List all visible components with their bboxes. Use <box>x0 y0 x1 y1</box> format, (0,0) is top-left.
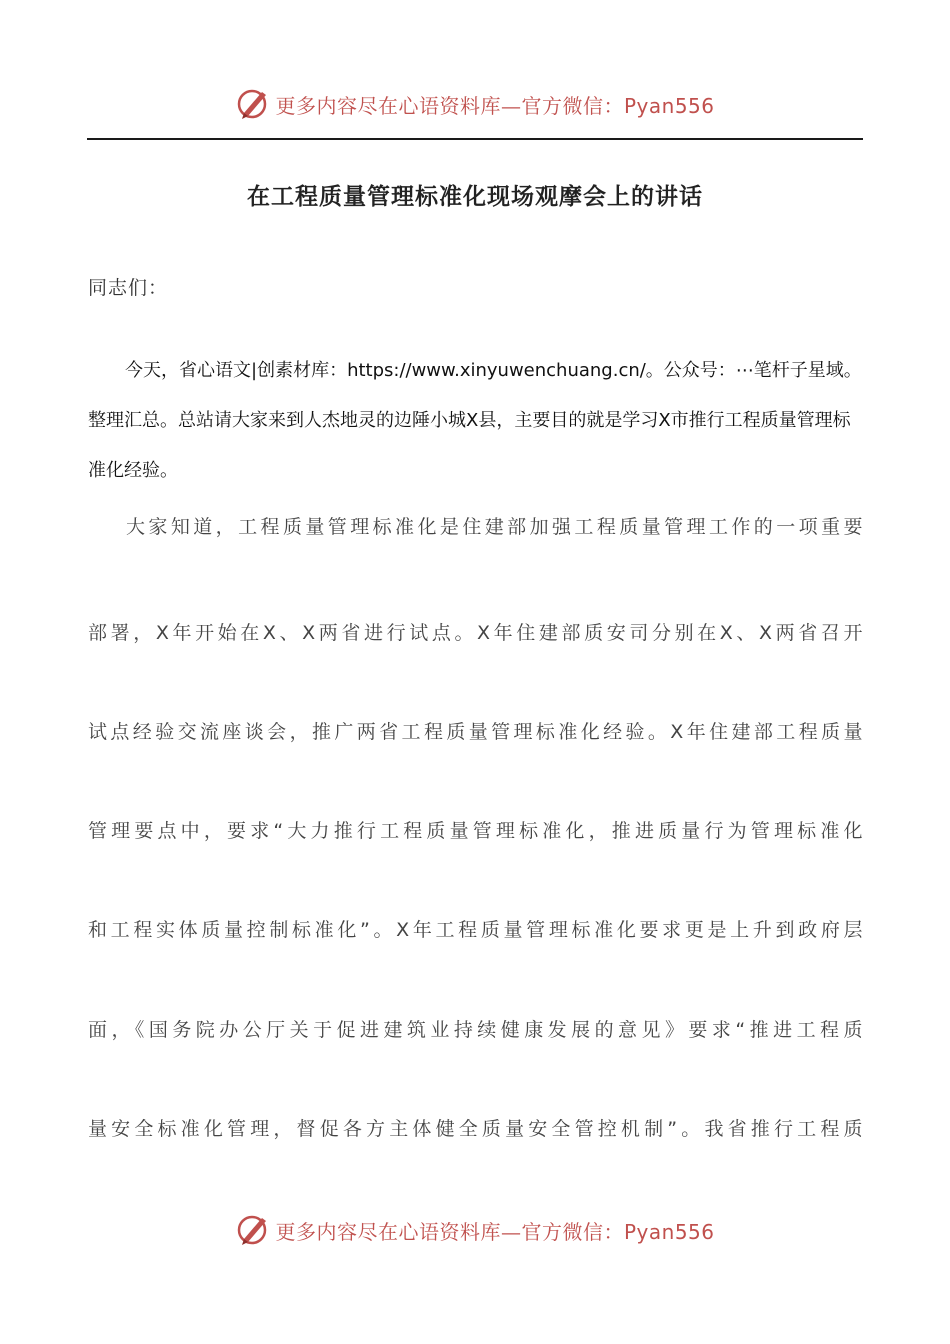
paragraph-2-line: 试点经验交流座谈会，推广两省工程质量管理标准化经验。X年住建部工程质量 <box>88 721 864 743</box>
paragraph-2-line: 管理要点中，要求“大力推行工程质量管理标准化，推进质量行为管理标准化 <box>88 820 864 842</box>
paragraph-2-line: 量安全标准化管理，督促各方主体健全质量安全管控机制”。我省推行工程质 <box>88 1118 864 1140</box>
paragraph-2-line: 和工程实体质量控制标准化”。X年工程质量管理标准化要求更是上升到政府层 <box>88 919 864 941</box>
paragraph-2-line: 部署，X年开始在X、X两省进行试点。X年住建部质安司分别在X、X两省召开 <box>88 622 864 644</box>
header-banner <box>0 82 950 126</box>
paragraph-1: 今天，省心语文|创素材库：https://www.xinyuwenchuang.cn/。公众号：⋯笔杆子星域。整理汇总。总站请大家来到人杰地灵的边陲小城X县，主要目的就是学习X市推行工程质量管理标准化经验。 <box>88 360 862 481</box>
footer-banner-text: 更多内容尽在心语资料库—官方微信：Pyan556 <box>275 1219 715 1244</box>
document-title: 在工程质量管理标准化现场观摩会上的讲话 <box>247 184 703 210</box>
paragraph-2-line: 面，《国务院办公厅关于促进建筑业持续健康发展的意见》要求“推进工程质 <box>88 1019 864 1041</box>
paragraph-2-line: 大家知道，工程质量管理标准化是住建部加强工程质量管理工作的一项重要 <box>126 516 864 538</box>
pen-logo-icon <box>235 86 271 122</box>
greeting: 同志们： <box>88 277 169 299</box>
header-divider <box>87 138 863 140</box>
pen-logo-icon <box>235 1212 271 1248</box>
footer-banner <box>0 1208 950 1252</box>
header-banner-text: 更多内容尽在心语资料库—官方微信：Pyan556 <box>275 93 715 118</box>
